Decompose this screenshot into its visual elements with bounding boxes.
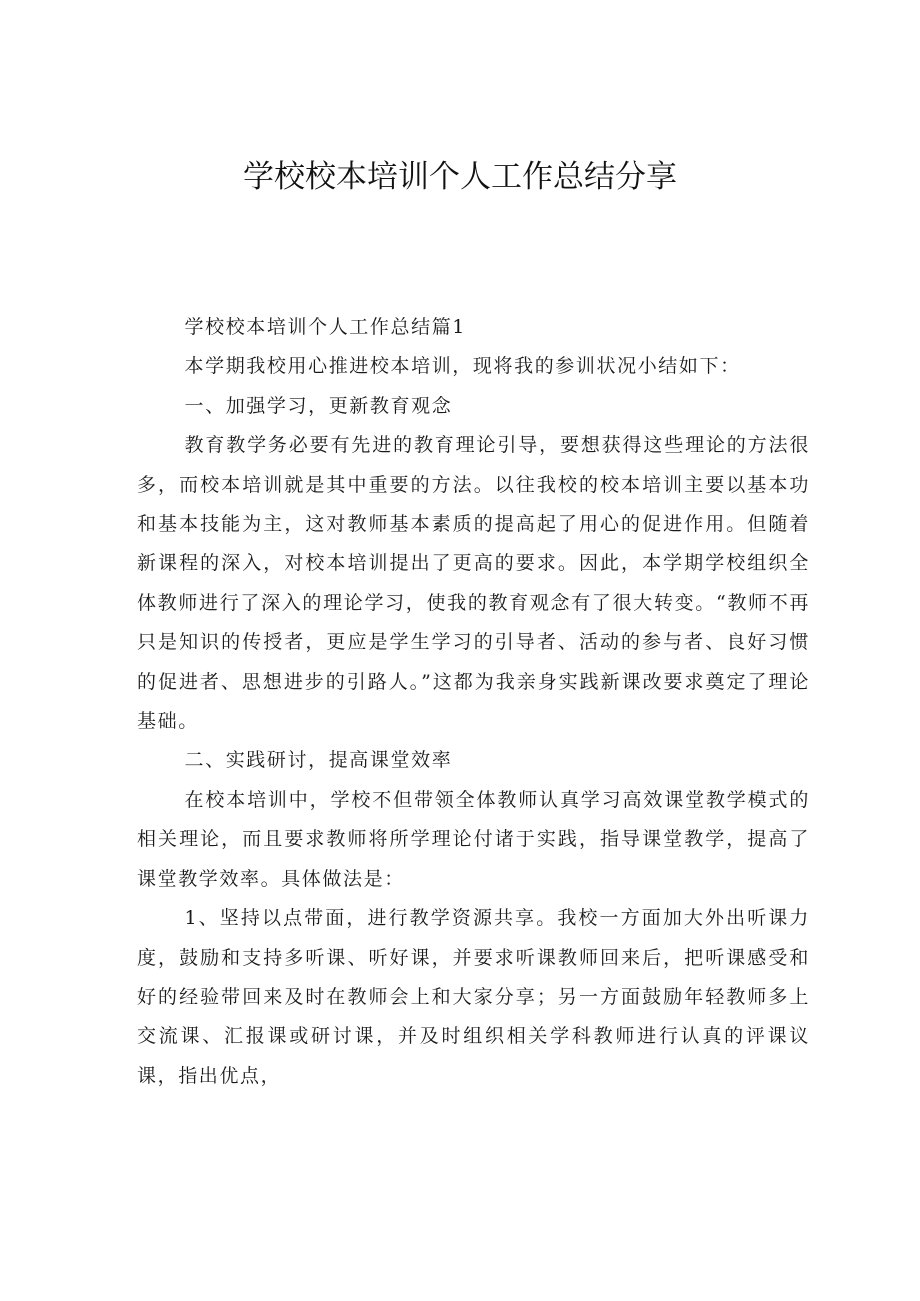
document-body bbox=[137, 308, 810, 1096]
body-paragraph: 教育教学务必要有先进的教育理论引导，要想获得这些理论的方法很多，而校本培训就是其中重要的方法。以往我校的校本培训主要以基本功和基本技能为主，这对教师基本素质的提高起了用心的促进作用。但随着新课程的深入，对校本培训提出了更高的要求。因此，本学期学校组织全体教师进行了深入的理论学习，使我的教育观念有了很大转变。“教师不再只是知识的传授者，更应是学生学习的引导者、活动的参与者、良好习惯的促进者、思想进步的引路人。”这都为我亲身实践新课改要求奠定了理论基础。 bbox=[137, 434, 810, 733]
section-heading-part-1: 学校校本培训个人工作总结篇1 bbox=[184, 316, 466, 338]
body-paragraph: 1、坚持以点带面，进行教学资源共享。我校一方面加大外出听课力度，鼓励和支持多听课、听好课，并要求听课教师回来后，把听课感受和好的经验带回来及时在教师会上和大家分享；另一方面鼓励年轻教师多上交流课、汇报课或研讨课，并及时组织相关学科教师进行认真的评课议课，指出优点， bbox=[137, 907, 810, 1087]
document-title: 学校校本培训个人工作总结分享 bbox=[243, 159, 677, 195]
heading-section-one: 一、加强学习，更新教育观念 bbox=[184, 394, 453, 417]
intro-paragraph: 本学期我校用心推进校本培训，现将我的参训状况小结如下： bbox=[184, 355, 741, 378]
heading-section-two: 二、实践研讨，提高课堂效率 bbox=[184, 749, 453, 772]
body-paragraph: 在校本培训中，学校不但带领全体教师认真学习高效课堂教学模式的相关理论，而且要求教师将所学理论付诸于实践，指导课堂教学，提高了课堂教学效率。具体做法是： bbox=[137, 788, 810, 890]
